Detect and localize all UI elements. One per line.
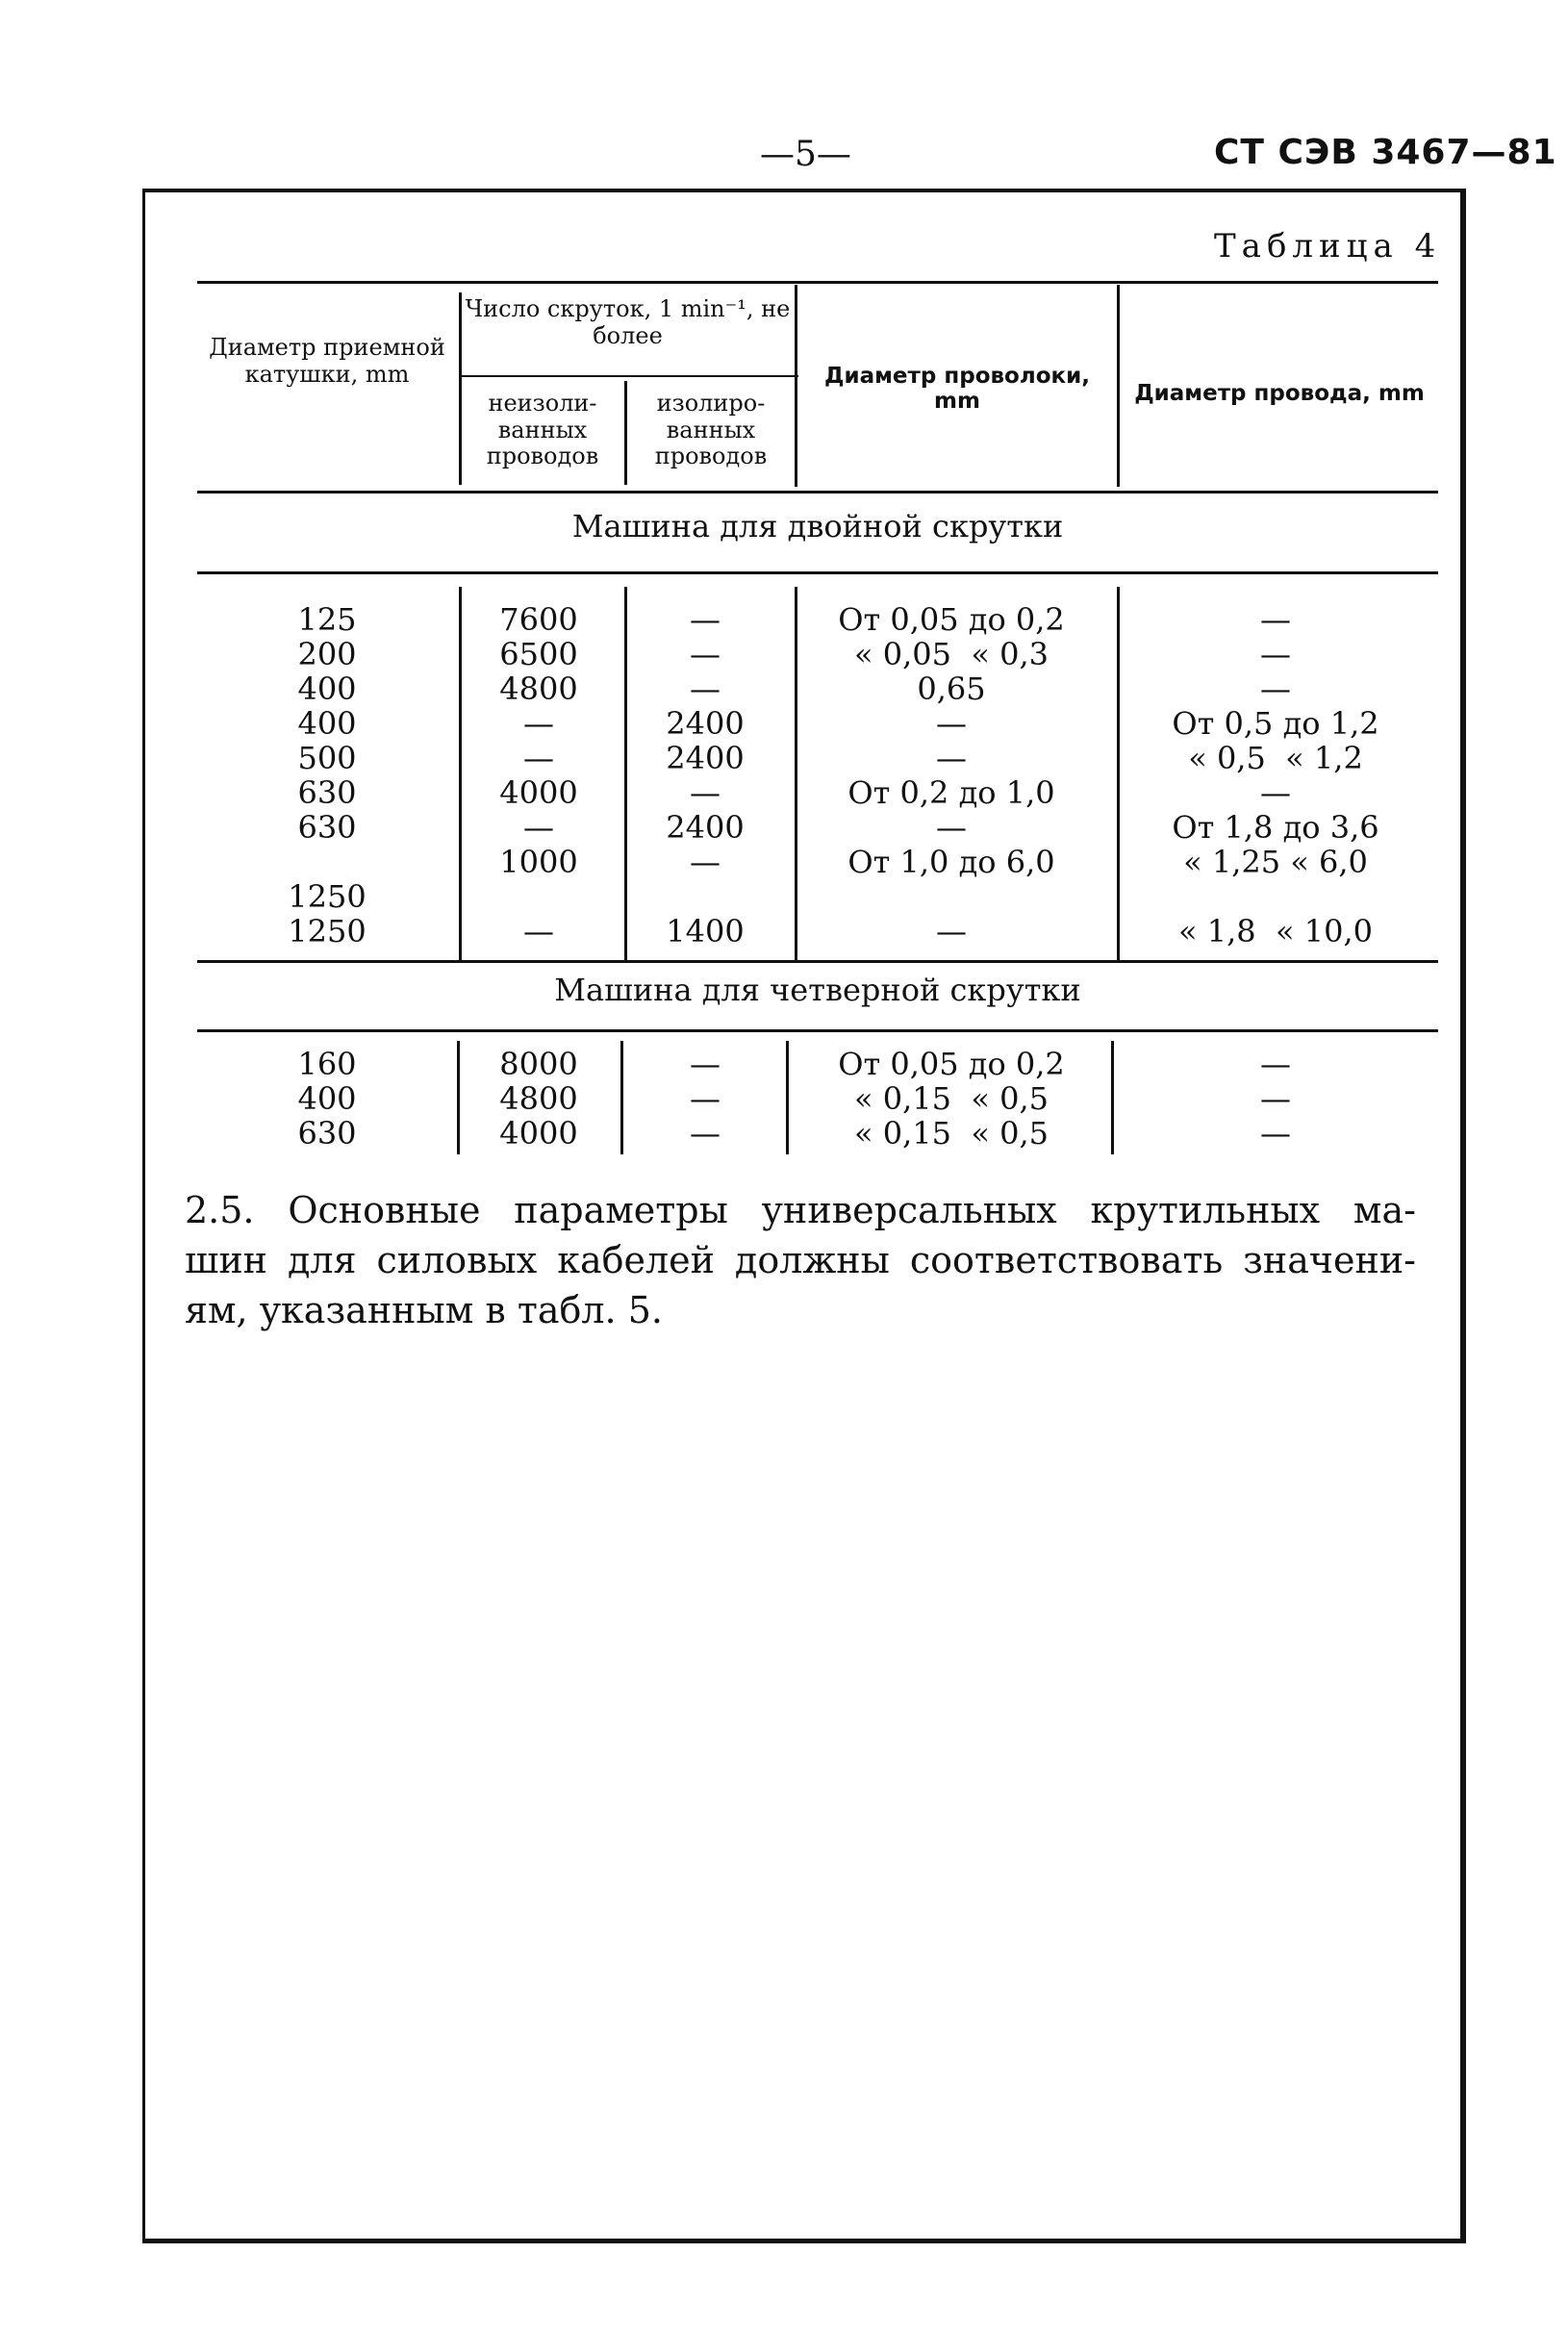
paragraph-line: ям, указанным в табл. 5. [185, 1289, 663, 1331]
page-number: —5— [760, 135, 851, 174]
table-row: 200 6500 — « 0,05 « 0,3 — [297, 636, 1291, 672]
col-wire-diameter: Диаметр проволоки, mm [824, 364, 1090, 415]
col-spool-diameter: Диаметр приемной катушки, mm [209, 334, 445, 388]
section-title-quad: Машина для четверной скрутки [554, 972, 1081, 1008]
table-caption: Таблица 4 [1214, 227, 1442, 266]
paragraph-line: шин для силовых кабелей должны соответствовать значени- [185, 1239, 1416, 1281]
table-row: 630 — 2400 — От 1,8 до 3,6 [297, 809, 1379, 846]
table-row: 400 4800 — 0,65 — [297, 671, 1291, 707]
table-row: 400 — 2400 — От 0,5 до 1,2 [297, 705, 1379, 742]
table-row: 500 — 2400 — « 0,5 « 1,2 [297, 740, 1363, 776]
table-row: 630 4000 — « 0,15 « 0,5 — [297, 1115, 1291, 1152]
table-row: 400 4800 — « 0,15 « 0,5 — [297, 1080, 1291, 1117]
paragraph-2-5 [185, 1185, 1416, 1335]
table-row: 160 8000 — От 0,05 до 0,2 — [297, 1046, 1291, 1082]
col-conductor-diameter: Диаметр провода, mm [1134, 381, 1425, 406]
paragraph-line: 2.5. Основные параметры универсальных крутильных ма- [185, 1189, 1416, 1231]
header-bottom-rule [197, 491, 1438, 494]
table-row: 1000 — От 1,0 до 6,0 « 1,25 « 6,0 [499, 844, 1368, 880]
section-title-double: Машина для двойной скрутки [571, 508, 1064, 544]
col-insulated: изолиро-ванных проводов [654, 390, 768, 470]
col-uninsulated: неизоли-ванных проводов [486, 390, 599, 470]
table-row: 1250 [288, 878, 367, 915]
standard-code: СТ СЭВ 3467—81 [1214, 133, 1557, 172]
table-row: 1250 — 1400 — « 1,8 « 10,0 [288, 913, 1373, 949]
col-twists-group: Число скруток, 1 min⁻¹, не более [465, 295, 791, 349]
twists-subheader-rule [462, 375, 798, 377]
table-top-rule [197, 281, 1438, 284]
table-row: 630 4000 — От 0,2 до 1,0 — [297, 774, 1291, 811]
table-row: 125 7600 — От 0,05 до 0,2 — [297, 601, 1291, 638]
